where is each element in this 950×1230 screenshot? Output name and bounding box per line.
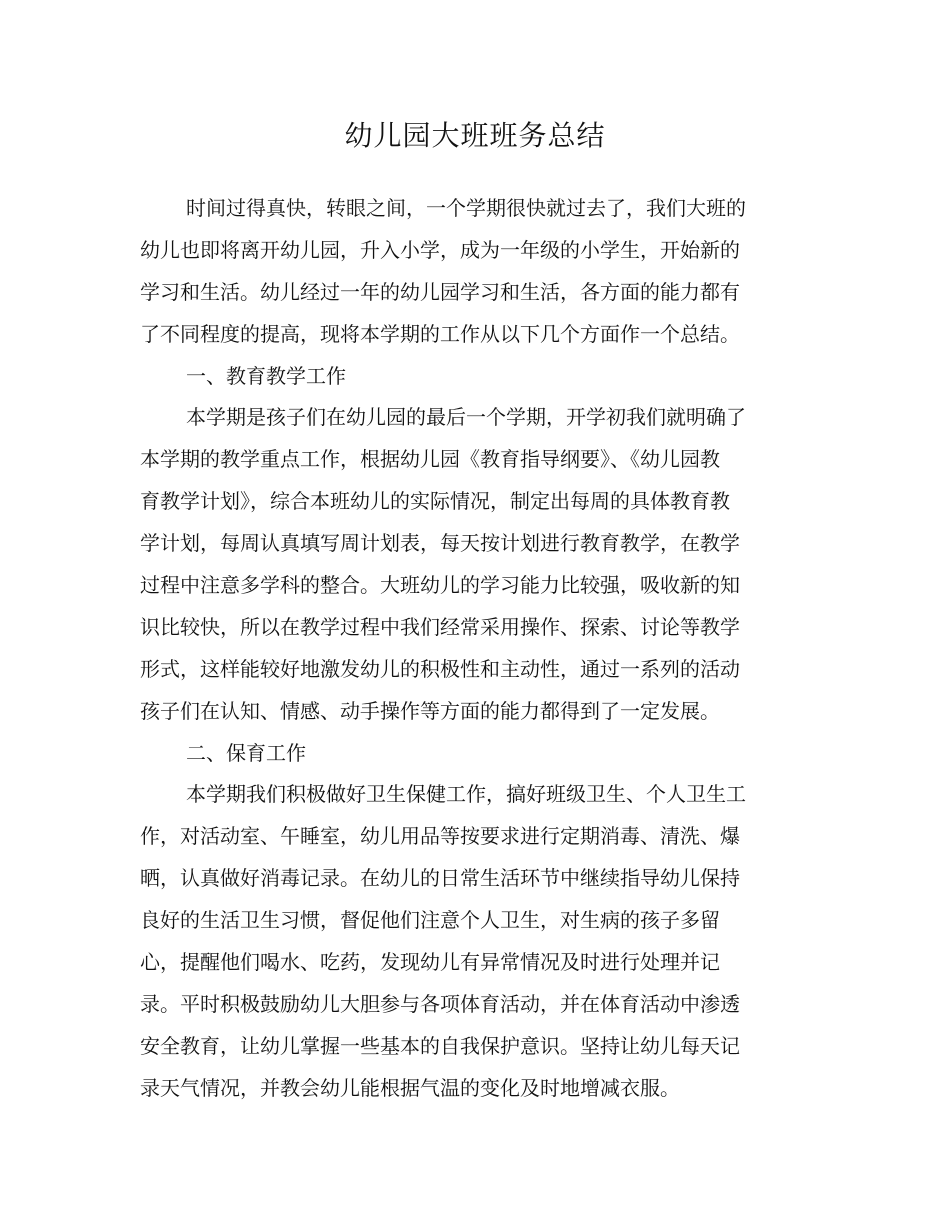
text-line: 安全教育，让幼儿掌握一些基本的自我保护意识。坚持让幼儿每天记 — [140, 1033, 740, 1058]
text-line: 本学期我们积极做好卫生保健工作，搞好班级卫生、个人卫生工 — [186, 782, 746, 807]
text-line: 心，提醒他们喝水、吃药，发现幼儿有异常情况及时进行处理并记 — [140, 950, 720, 975]
text-line: 录天气情况，并教会幼儿能根据气温的变化及时地增减衣服。 — [140, 1075, 680, 1100]
document-title: 幼儿园大班班务总结 — [344, 119, 606, 152]
text-line: 作，对活动室、午睡室，幼儿用品等按要求进行定期消毒、清洗、爆 — [140, 824, 740, 849]
text-line: 本学期的教学重点工作，根据幼儿园《教育指导纲要》、《幼儿园教 — [140, 447, 720, 472]
text-line: 识比较快，所以在教学过程中我们经常采用操作、探索、讨论等教学 — [140, 614, 740, 639]
text-line: 了不同程度的提高，现将本学期的工作从以下几个方面作一个总结。 — [140, 321, 740, 346]
text-line: 过程中注意多学科的整合。大班幼儿的学习能力比较强，吸收新的知 — [140, 573, 740, 598]
text-line: 一、教育教学工作 — [186, 363, 346, 388]
text-line: 录。平时积极鼓励幼儿大胆参与各项体育活动，并在体育活动中渗透 — [140, 991, 740, 1016]
text-line: 幼儿也即将离开幼儿园，升入小学，成为一年级的小学生，开始新的 — [140, 237, 740, 262]
text-line: 育教学计划》，综合本班幼儿的实际情况，制定出每周的具体教育教 — [140, 489, 730, 514]
text-line: 学习和生活。幼儿经过一年的幼儿园学习和生活，各方面的能力都有 — [140, 279, 740, 304]
text-line: 本学期是孩子们在幼儿园的最后一个学期，开学初我们就明确了 — [186, 405, 746, 430]
text-line: 孩子们在认知、情感、动手操作等方面的能力都得到了一定发展。 — [140, 698, 720, 723]
text-line: 良好的生活卫生习惯，督促他们注意个人卫生，对生病的孩子多留 — [140, 908, 720, 933]
text-line: 晒，认真做好消毒记录。在幼儿的日常生活环节中继续指导幼儿保持 — [140, 866, 740, 891]
document-body — [140, 188, 760, 1110]
text-line: 形式，这样能较好地激发幼儿的积极性和主动性，通过一系列的活动 — [140, 656, 740, 681]
text-line: 二、保育工作 — [186, 740, 306, 765]
text-line: 时间过得真快，转眼之间，一个学期很快就过去了，我们大班的 — [186, 196, 746, 220]
text-line: 学计划，每周认真填写周计划表，每天按计划进行教育教学，在教学 — [140, 531, 740, 556]
